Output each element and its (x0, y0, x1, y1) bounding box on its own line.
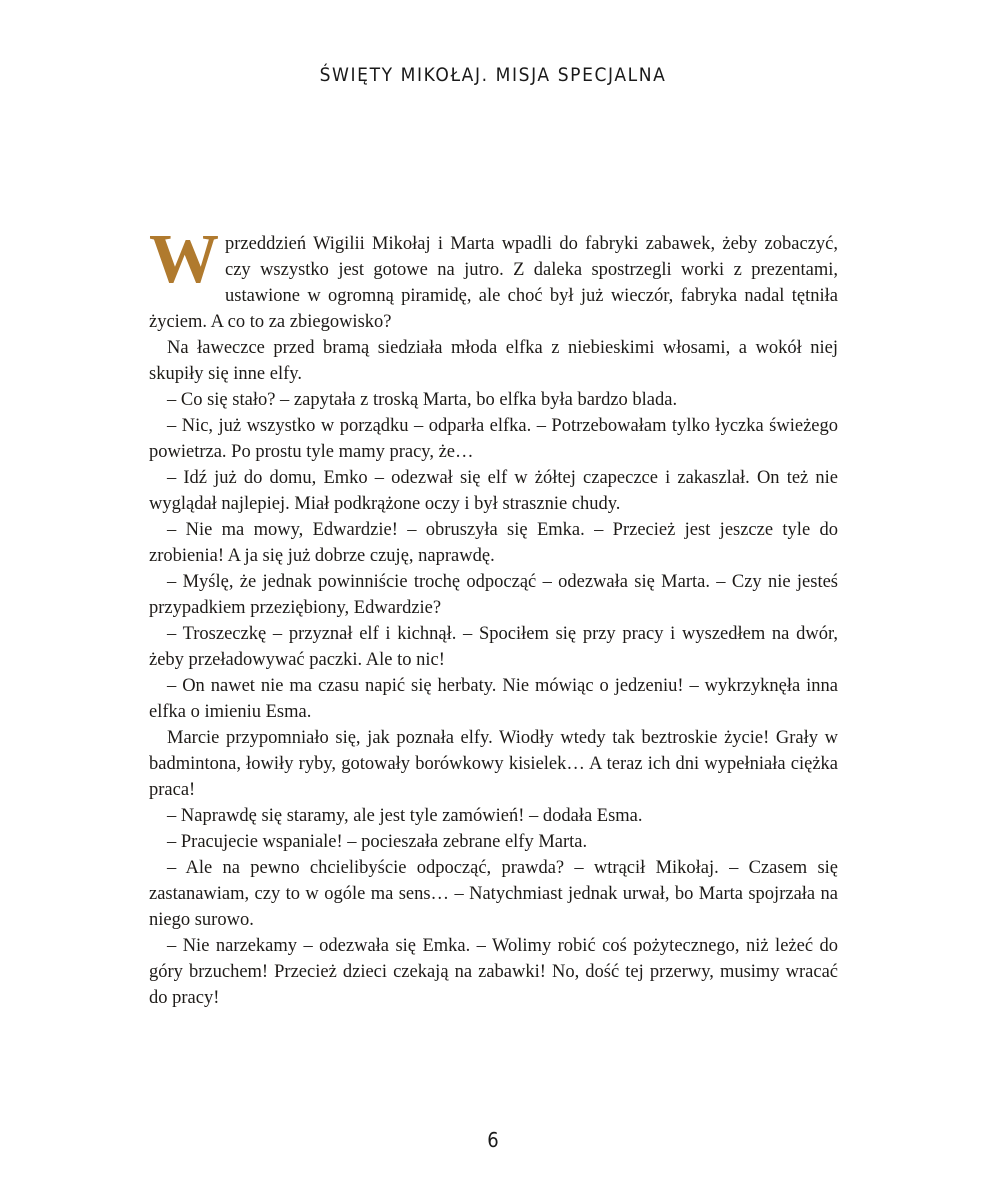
paragraph: – Troszeczkę – przyznał elf i kichnął. – Spociłem się przy pracy i wyszedłem na dwór, żeby przeładowywać paczki. Ale to nic! (149, 624, 838, 670)
paragraph: Marcie przypomniało się, jak poznała elfy. Wiodły wtedy tak beztroskie życie! Grały w badmintona, łowiły ryby, gotowały borówkowy kisielek… A teraz ich dni wypełniała ciężka praca! (149, 728, 838, 800)
paragraph: – Nic, już wszystko w porządku – odparła elfka. – Potrzebowałam tylko łyczka świeżego powietrza. Po prostu tyle mamy pracy, że… (149, 416, 838, 462)
opening-paragraph (149, 221, 838, 335)
chapter-text (149, 221, 838, 1011)
paragraph: – Idź już do domu, Emko – odezwał się elf w żółtej czapeczce i zakaszlał. On też nie wyglądał najlepiej. Miał podkrążone oczy i był strasznie chudy. (149, 468, 838, 514)
paragraph: – Pracujecie wspaniale! – pocieszała zebrane elfy Marta. (167, 832, 588, 852)
paragraph: – Naprawdę się staramy, ale jest tyle zamówień! – dodała Esma. (167, 806, 643, 826)
paragraph: Na ławeczce przed bramą siedziała młoda elfka z niebieskimi włosami, a wokół niej skupiły się inne elfy. (149, 338, 838, 384)
opening-paragraph-text: przeddzień Wigilii Mikołaj i Marta wpadli do fabryki zabawek, żeby zobaczyć, czy wszystko jest gotowe na jutro. Z daleka spostrzegli worki z prezentami, ustawione w ogromną piramidę, ale choć był już wieczór, fabryka nadal tętniła życiem. A co to za zbiegowisko? (149, 234, 838, 332)
paragraph: – On nawet nie ma czasu napić się herbaty. Nie mówiąc o jedzeniu! – wykrzyknęła inna elfka o imieniu Esma. (149, 676, 838, 722)
drop-cap: W (149, 221, 219, 298)
paragraph: – Ale na pewno chcielibyście odpocząć, prawda? – wtrącił Mikołaj. – Czasem się zastanawiam, czy to w ogóle ma sens… – Natychmiast jednak urwał, bo Marta spojrzała na niego surowo. (149, 858, 838, 930)
paragraph: – Nie narzekamy – odezwała się Emka. – Wolimy robić coś pożytecznego, niż leżeć do góry brzuchem! Przecież dzieci czekają na zabawki! No, dość tej przerwy, musimy wracać do pracy! (149, 936, 838, 1008)
paragraph: – Nie ma mowy, Edwardzie! – obruszyła się Emka. – Przecież jest jeszcze tyle do zrobienia! A ja się już dobrze czuję, naprawdę. (149, 520, 838, 566)
paragraph: – Co się stało? – zapytała z troską Marta, bo elfka była bardzo blada. (167, 390, 678, 410)
paragraph: – Myślę, że jednak powinniście trochę odpocząć – odezwała się Marta. – Czy nie jesteś przypadkiem przeziębiony, Edwardzie? (149, 572, 838, 618)
running-head: ŚWIĘTY MIKOŁAJ. MISJA SPECJALNA (319, 64, 667, 86)
page-number: 6 (487, 1128, 499, 1152)
